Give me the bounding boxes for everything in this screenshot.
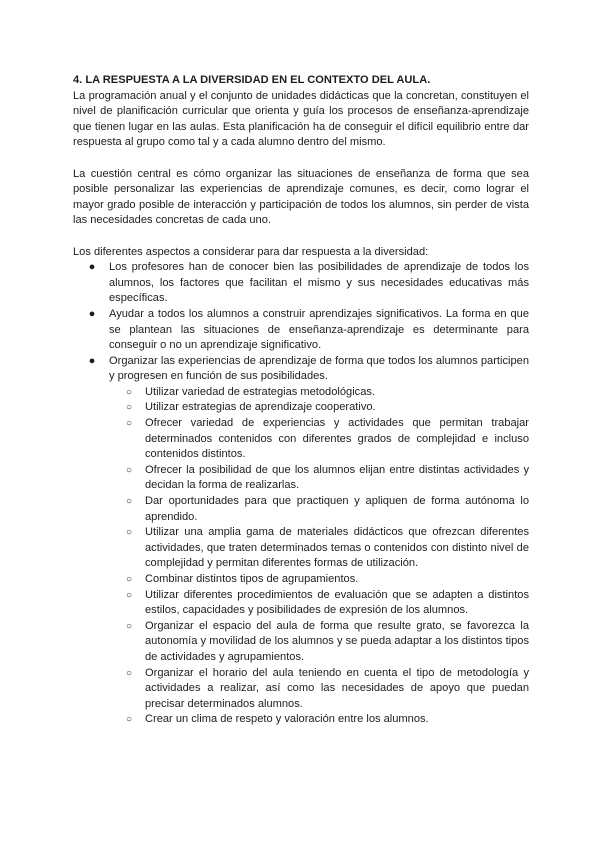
sub-list-item-text: Combinar distintos tipos de agrupamientos.	[145, 573, 359, 585]
circle-bullet-icon: ○	[125, 418, 133, 430]
list-item	[73, 307, 529, 354]
sub-list-item	[109, 666, 529, 713]
sub-list-item-text: Organizar el espacio del aula de forma que resulte grato, se favorezca la autonomía y movilidad de los alumnos y se pueda adaptar a los distintos tipos de actividades y agrupamientos.	[145, 619, 529, 663]
bullet-icon: ●	[88, 261, 96, 274]
circle-bullet-icon: ○	[125, 667, 133, 679]
sub-list-item	[109, 712, 529, 728]
sub-list-item	[109, 400, 529, 416]
bullet-icon: ●	[88, 354, 96, 367]
sub-list-item-text: Organizar el horario del aula teniendo en cuenta el tipo de metodología y actividades a realizar, así como las necesidades de apoyo que puedan precisar determinados alumnos.	[145, 666, 529, 710]
list-item	[73, 354, 529, 728]
spacer	[73, 151, 529, 167]
sub-list-item	[109, 385, 529, 401]
list-item-text: Ayudar a todos los alumnos a construir aprendizajes significativos. La forma en que se plantean las situaciones de enseñanza-aprendizaje es determinante para conseguir o no un aprendizaje significativo.	[109, 307, 529, 352]
circle-bullet-icon: ○	[125, 464, 133, 476]
circle-bullet-icon: ○	[125, 714, 133, 726]
sub-list-item	[109, 588, 529, 619]
section-heading: 4. LA RESPUESTA A LA DIVERSIDAD EN EL CONTEXTO DEL AULA.	[73, 74, 431, 86]
paragraph-list-intro: Los diferentes aspectos a considerar para dar respuesta a la diversidad:	[73, 245, 429, 258]
list-item	[73, 260, 529, 307]
sub-list-item-text: Crear un clima de respeto y valoración entre los alumnos.	[145, 713, 429, 726]
bullet-list	[73, 260, 529, 728]
circle-bullet-icon: ○	[125, 402, 133, 414]
sub-list-item-text: Ofrecer la posibilidad de que los alumnos elijan entre distintas actividades y decidan la forma de realizarlas.	[145, 463, 529, 492]
sub-list-item-text: Dar oportunidades para que practiquen y apliquen de forma autónoma lo aprendido.	[145, 495, 529, 523]
sub-list	[109, 385, 529, 728]
sub-list-item	[109, 416, 529, 463]
bullet-icon: ●	[88, 307, 96, 320]
spacer	[73, 229, 529, 245]
sub-list-item-text: Utilizar estrategias de aprendizaje cooperativo.	[145, 401, 376, 414]
circle-bullet-icon: ○	[125, 589, 133, 601]
paragraph-intro: La programación anual y el conjunto de unidades didácticas que la concretan, constituyen el nivel de planificación curricular que orienta y guía los procesos de enseñanza-aprendizaje que tienen lugar en las aulas. Esta planificación ha de conseguir el difícil equilibrio entre dar respuesta al grupo como tal y a cada alumno dentro del mismo.	[73, 89, 529, 149]
list-item-text: Organizar las experiencias de aprendizaje de forma que todos los alumnos participen y progresen en función de sus posibilidades.	[109, 354, 529, 383]
circle-bullet-icon: ○	[125, 527, 133, 539]
circle-bullet-icon: ○	[125, 496, 133, 508]
circle-bullet-icon: ○	[125, 620, 133, 632]
sub-list-item-text: Utilizar una amplia gama de materiales didácticos que ofrezcan diferentes actividades, que traten determinados temas o contenidos con distinto nivel de complejidad y permitan diferentes formas de utilización.	[145, 526, 529, 570]
sub-list-item-text: Utilizar diferentes procedimientos de evaluación que se adapten a distintos estilos, capacidades y posibilidades de expresión de los alumnos.	[145, 588, 529, 617]
sub-list-item	[109, 619, 529, 666]
sub-list-item	[109, 463, 529, 494]
sub-list-item-text: Utilizar variedad de estrategias metodológicas.	[145, 385, 376, 398]
sub-list-item	[109, 494, 529, 525]
document-body	[73, 73, 529, 728]
circle-bullet-icon: ○	[125, 574, 133, 585]
paragraph-central-question: La cuestión central es cómo organizar las situaciones de enseñanza de forma que sea posible personalizar las experiencias de aprendizaje comunes, es decir, como lograr el mayor grado posible de interacción y participación de todos los alumnos, sin perder de vista las necesidades concretas de cada uno.	[73, 167, 529, 227]
sub-list-item	[109, 572, 529, 588]
sub-list-item	[109, 525, 529, 572]
list-item-text: Los profesores han de conocer bien las posibilidades de aprendizaje de todos los alumnos, los factores que facilitan el mismo y sus necesidades educativas más específicas.	[109, 261, 529, 305]
sub-list-item-text: Ofrecer variedad de experiencias y actividades que permitan trabajar determinados contenidos con diferentes grados de complejidad e incluso contenidos distintos.	[145, 417, 529, 461]
circle-bullet-icon: ○	[125, 386, 133, 398]
